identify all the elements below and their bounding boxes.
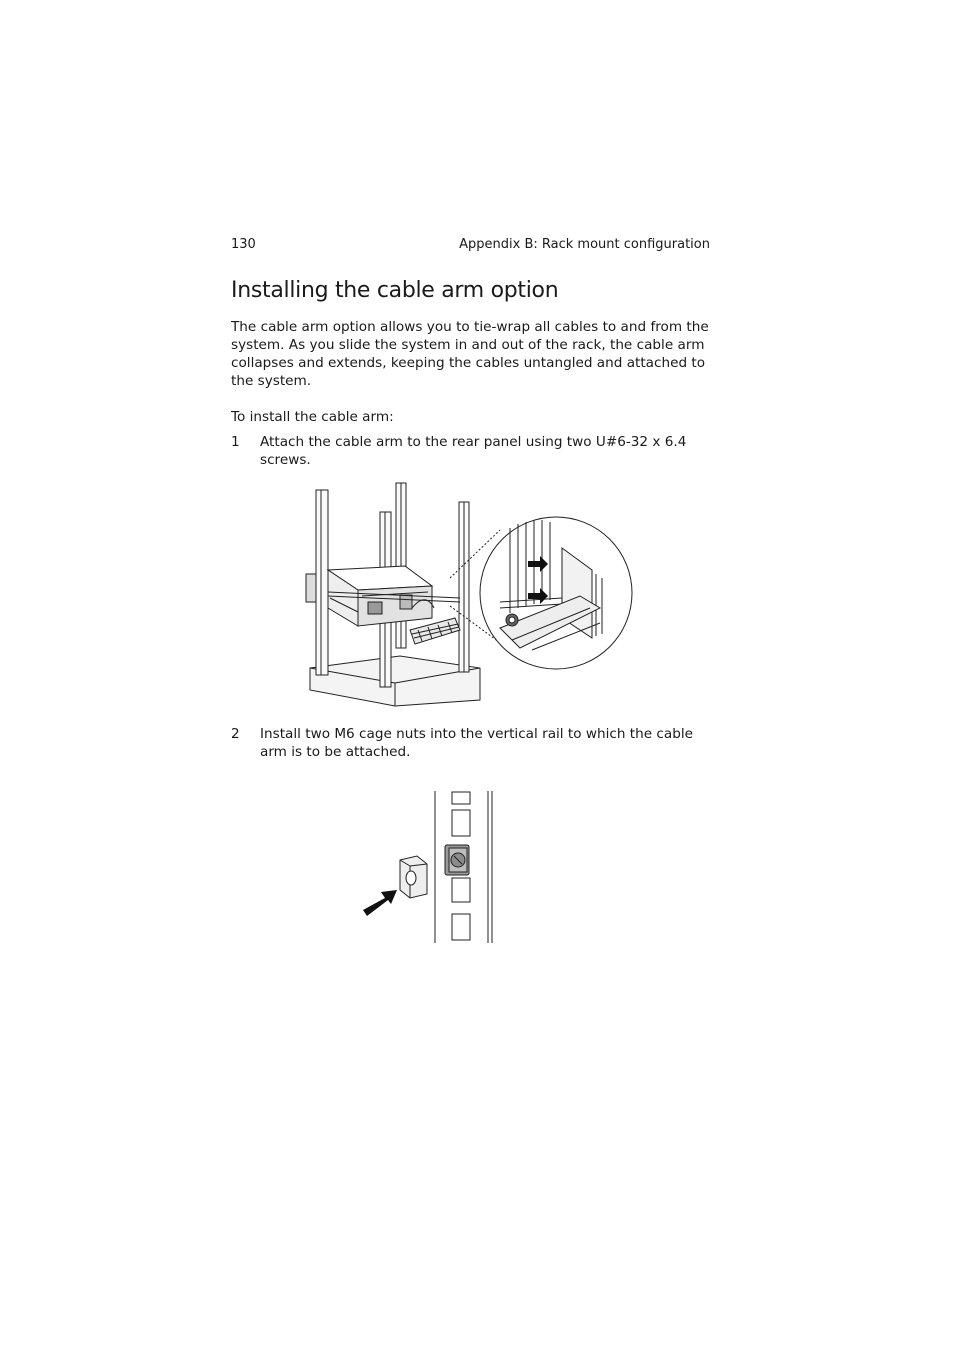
cage-nut-rail-illustration (355, 788, 505, 948)
running-head: Appendix B: Rack mount configuration (459, 237, 710, 252)
step-1 (231, 433, 721, 473)
step-2 (231, 725, 721, 765)
step-text: Attach the cable arm to the rear panel using two U#6-32 x 6.4 screws. (260, 434, 687, 468)
intro-paragraph: The cable arm option allows you to tie-wrap all cables to and from the system. As you slide the system in and out of the rack, the cable arm collapses and extends, keeping the cables untangled and attached to the system. (231, 319, 709, 389)
cable-arm-rack-illustration (300, 478, 640, 708)
step-text: Install two M6 cage nuts into the vertical rail to which the cable arm is to be attached. (260, 726, 693, 760)
page-number: 130 (231, 237, 256, 252)
step-number: 1 (231, 434, 240, 450)
step-number: 2 (231, 726, 240, 742)
section-title: Installing the cable arm option (231, 278, 559, 303)
procedure-lead: To install the cable arm: (231, 409, 394, 425)
